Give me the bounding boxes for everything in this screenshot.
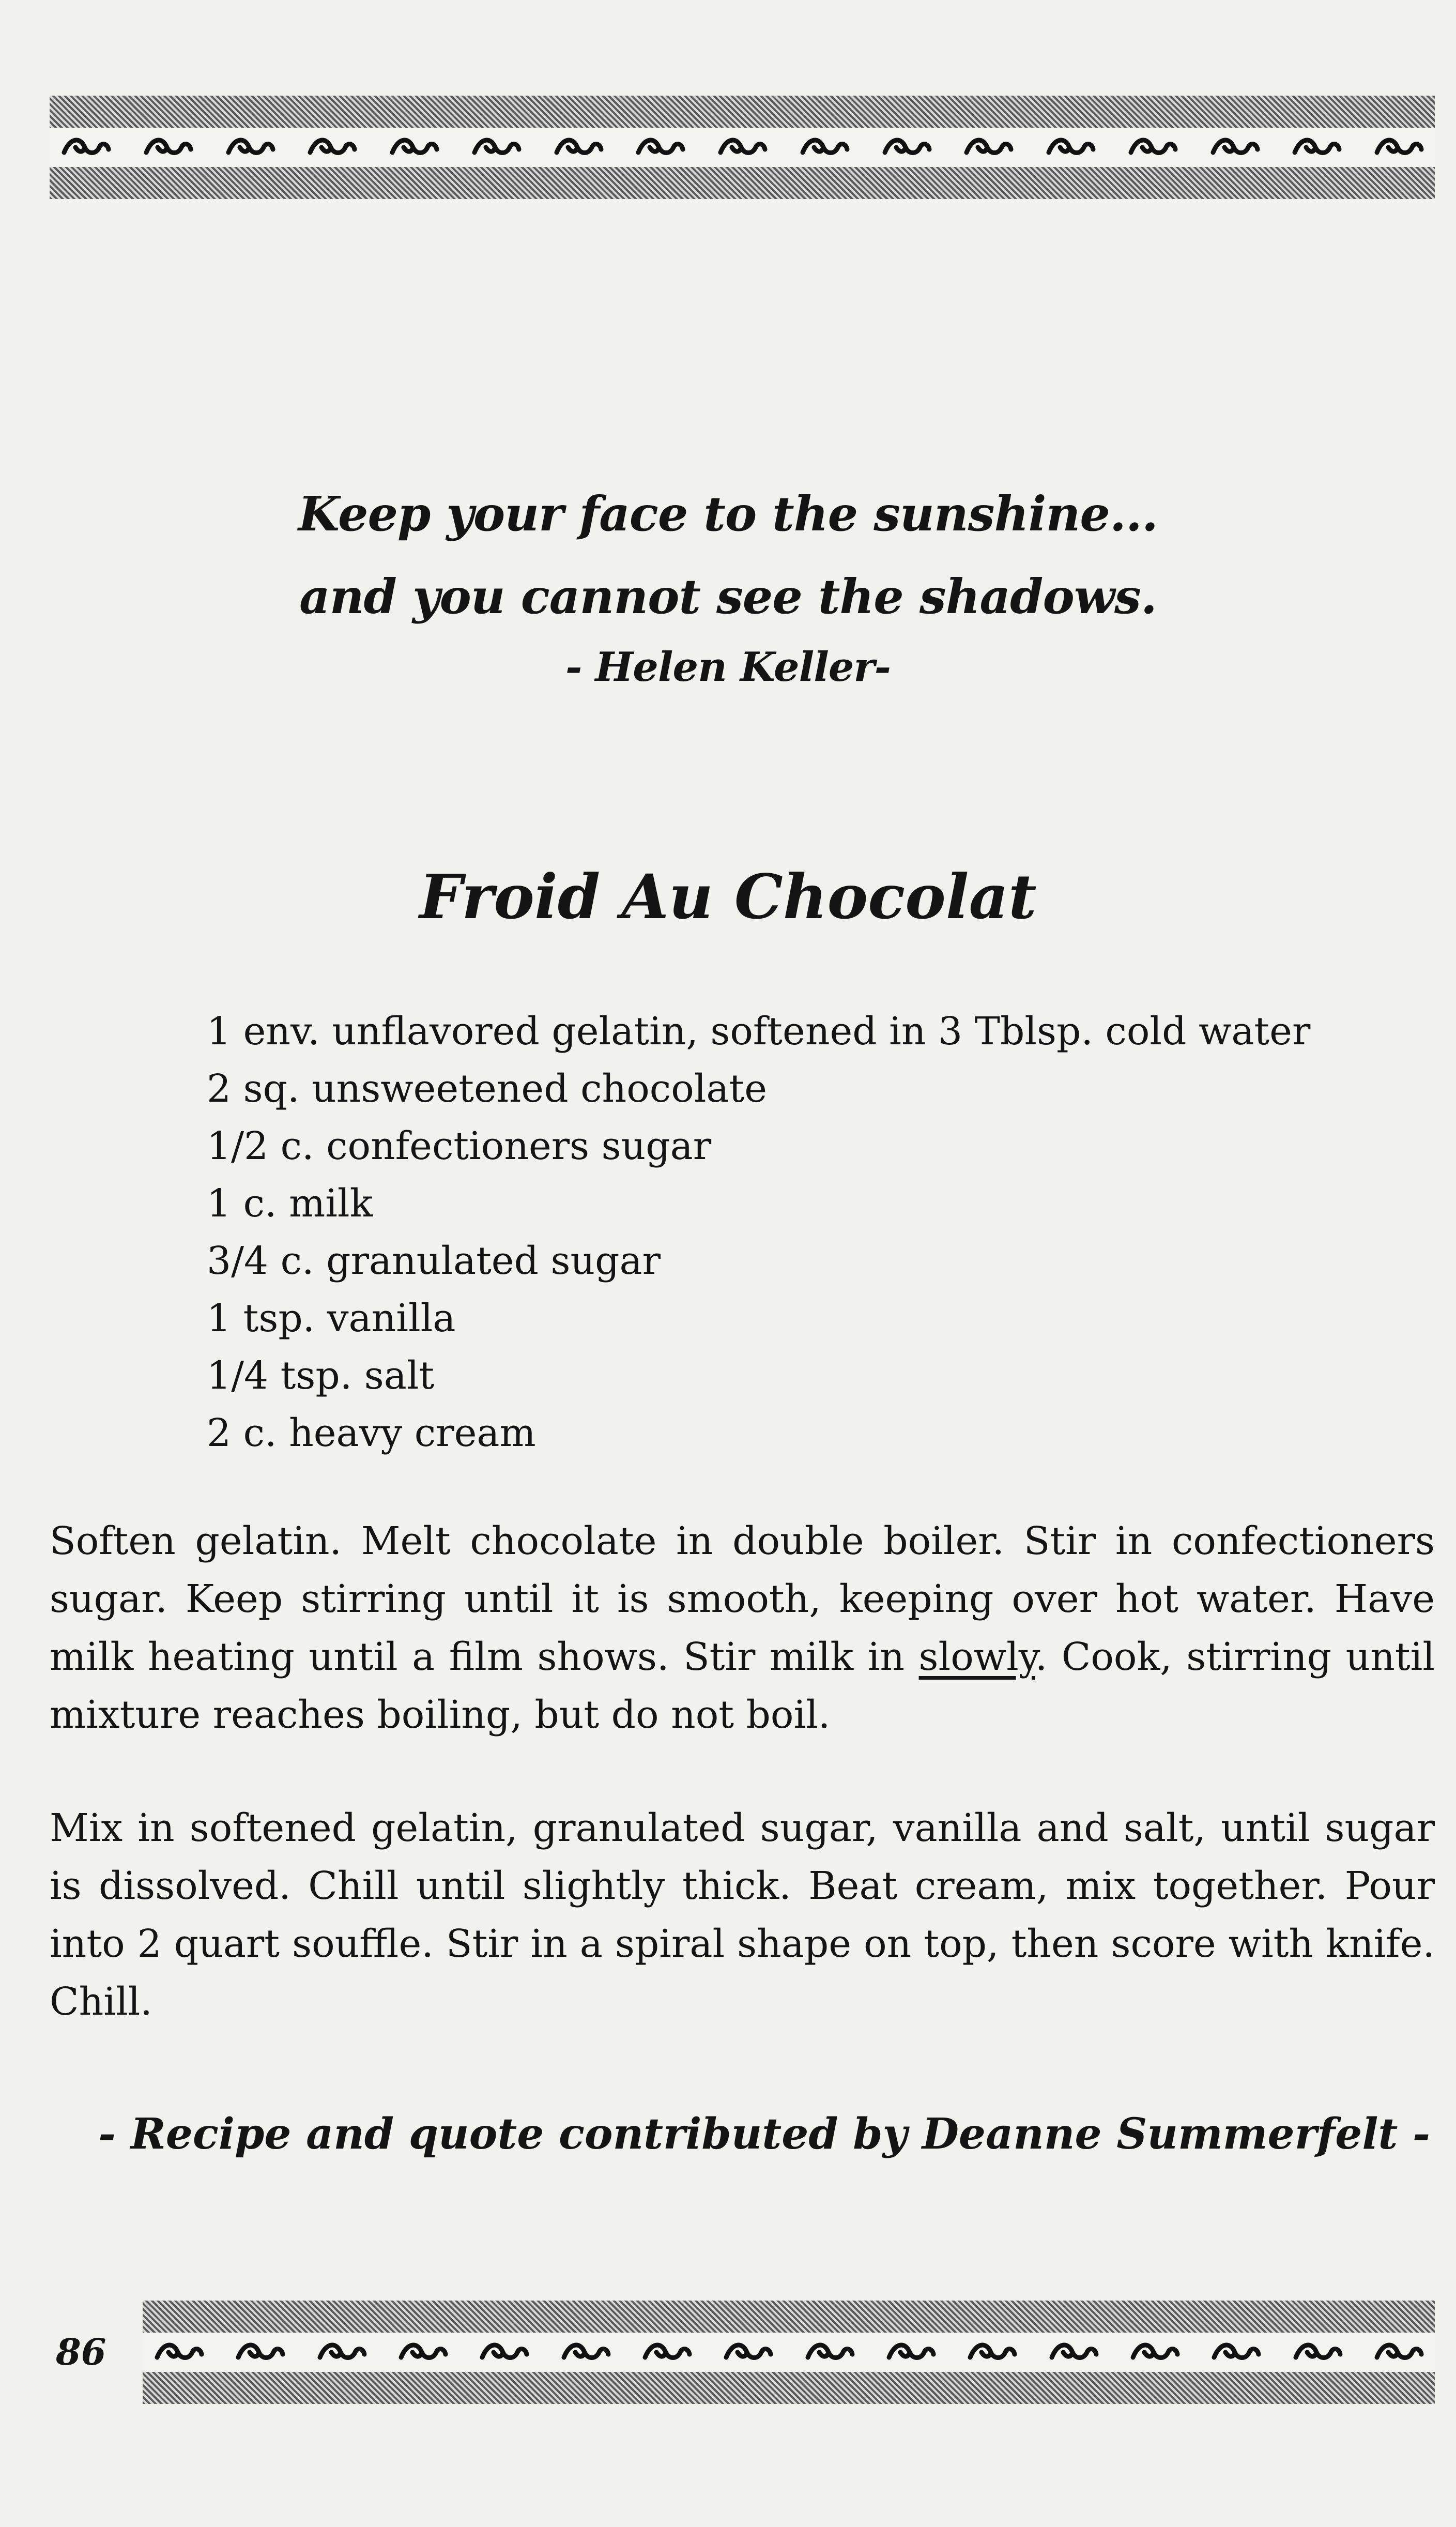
scroll-ornament-icon [553,132,604,163]
scroll-ornament-icon [1209,132,1261,163]
instruction-paragraph-2: Mix in softened gelatin, granulated sugar, vanilla and salt, until sugar is dissolved. Chill until slightly thick. Beat cream, mix together. Pour into 2 quart souffle. Stir in a spiral shape on top, then score with knife. Chill. [50,1806,1435,2024]
instruction-text: . Cook, stirring until mixture reaches boiling, but do not boil. [50,1635,1435,1737]
scroll-ornament-icon [388,132,440,163]
quote-line-2: and you cannot see the shadows. [299,569,1157,625]
ornament-row [50,128,1435,167]
ingredient-item: 1 c. milk [207,1181,373,1226]
scroll-ornament-icon [470,132,522,163]
scroll-ornament-icon [1129,2337,1181,2368]
ingredient-item: 2 sq. unsweetened chocolate [207,1067,768,1111]
ingredient-item: 1/4 tsp. salt [207,1353,435,1398]
scroll-ornament-icon [966,2337,1018,2368]
scroll-ornament-icon [234,2337,286,2368]
scroll-ornament-icon [316,2337,367,2368]
ingredient-item: 1/2 c. confectioners sugar [207,1124,712,1168]
scroll-ornament-icon [962,132,1014,163]
scroll-ornament-icon [885,2337,937,2368]
scroll-ornament-icon [153,2337,205,2368]
instruction-paragraph-1 [50,1512,1435,1744]
scroll-ornament-icon [1045,132,1096,163]
scroll-ornament-icon [478,2337,530,2368]
scroll-ornament-icon [1127,132,1178,163]
ingredient-list [207,1003,1310,1462]
recipe-title: Froid Au Chocolat [419,861,1037,933]
ingredient-item: 1 tsp. vanilla [207,1296,456,1341]
scroll-ornament-icon [60,132,112,163]
quote-author: - Helen Keller- [565,644,891,691]
ingredient-item: 1 env. unflavored gelatin, softened in 3 Tblsp. cold water [207,1009,1311,1054]
scroll-ornament-icon [224,132,276,163]
ornament-row [143,2333,1435,2372]
scroll-ornament-icon [560,2337,611,2368]
scroll-ornament-icon [1373,132,1424,163]
scroll-ornament-icon [142,132,194,163]
bottom-decorative-border [143,2301,1435,2404]
scroll-ornament-icon [881,132,932,163]
scroll-ornament-icon [716,132,768,163]
scroll-ornament-icon [397,2337,449,2368]
ingredient-item: 3/4 c. granulated sugar [207,1239,661,1283]
scroll-ornament-icon [799,132,850,163]
quote-line-1: Keep your face to the sunshine... [298,486,1158,542]
scroll-ornament-icon [306,132,358,163]
scroll-ornament-icon [634,132,686,163]
top-decorative-border [50,96,1435,199]
scroll-ornament-icon [1291,132,1342,163]
instruction-text: Soften gelatin. Melt chocolate in double boiler. Stir in confectioners sugar. Keep stirring until it is smooth, keeping over hot water. Have milk heating until a film shows. Stir milk in [50,1519,1435,1679]
ingredient-item: 2 c. heavy cream [207,1411,536,1455]
emphasis-underline: slowly [918,1635,1035,1679]
scroll-ornament-icon [804,2337,855,2368]
contributor-credit: - Recipe and quote contributed by Deanne Summerfelt - [98,2109,1430,2159]
page-number: 86 [56,2331,106,2373]
scroll-ornament-icon [1048,2337,1099,2368]
scroll-ornament-icon [641,2337,693,2368]
scroll-ornament-icon [1210,2337,1262,2368]
scroll-ornament-icon [722,2337,774,2368]
scroll-ornament-icon [1373,2337,1424,2368]
scroll-ornament-icon [1292,2337,1343,2368]
